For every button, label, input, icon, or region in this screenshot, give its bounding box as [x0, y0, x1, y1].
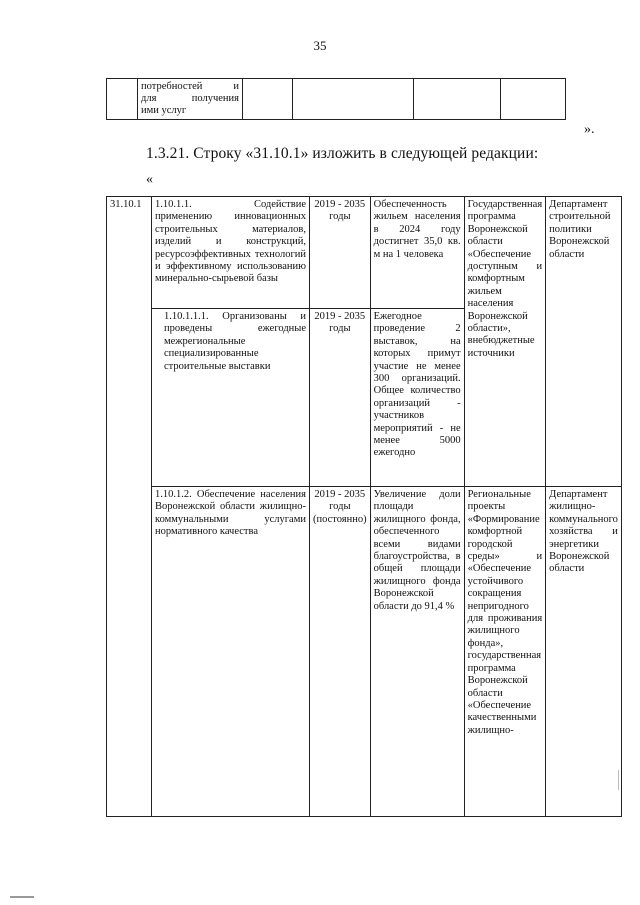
program-cell: Региональные проекты «Формирование комфортной городской среды» и «Обеспечение устойчивого сокращения непригодного для проживания жилищного фонда», государственная программа Воронежской области «Обеспечение качественными жилищно- — [464, 487, 546, 817]
executor-cell: Департамент жилищно-коммунального хозяйства и энергетики Воронежской области — [546, 487, 622, 817]
row-code: 31.10.1 — [107, 197, 152, 817]
event-cell: 1.10.1.1.1. Организованы и проведены ежегодные межрегиональные специализированные строительные выставки — [152, 309, 310, 487]
page-number: 35 — [313, 38, 327, 53]
text-line: потребностей и — [141, 81, 239, 92]
event-cell: 1.10.1.2. Обеспечение населения Воронежской области жилищно-коммунальными услугами нормативного качества — [152, 487, 310, 817]
table-cell — [107, 79, 138, 120]
scan-mark — [10, 896, 34, 898]
indicator-cell: Ежегодное проведение 2 выставок, на которых примут участие не менее 300 организаций. Общее количество организаций - участников мероприятий - не менее 5000 ежегодно — [370, 309, 464, 487]
indicator-cell: Обеспеченность жильем населения в 2024 году достигнет 35,0 кв. м на 1 человека — [370, 197, 464, 309]
opening-quote: « — [146, 172, 153, 187]
table-row — [107, 79, 566, 120]
indicator-cell: Увеличение доли площади жилищного фонда, обеспеченного всеми видами благоустройства, в общей площади жилищного фонда Воронежской области до 91,4 % — [370, 487, 464, 817]
closing-quote: ». — [584, 122, 595, 137]
continuation-table — [106, 78, 566, 120]
years-cell: 2019 - 2035 годы (постоянно) — [310, 487, 371, 817]
continuation-cell-text — [138, 79, 243, 120]
table-cell — [414, 79, 501, 120]
table-row — [107, 197, 622, 309]
table-cell — [293, 79, 414, 120]
table-cell — [501, 79, 566, 120]
event-cell: 1.10.1.1. Содействие применению инновационных строительных материалов, изделий и конструкций, ресурсоэффективных технологий и эффективному использованию минерально-сырьевой базы — [152, 197, 310, 309]
amendment-heading: 1.3.21. Строку «31.10.1» изложить в следующей редакции: — [146, 145, 539, 162]
text-line: ими услуг — [141, 105, 187, 116]
text-line: для получения — [141, 93, 239, 104]
program-cell: Государственная программа Воронежской области «Обеспечение доступным и комфортным жильем населения Воронежской области», внебюджетные источники — [464, 197, 546, 487]
years-cell: 2019 - 2035 годы — [310, 309, 371, 487]
executor-cell: Департамент строительной политики Воронежской области — [546, 197, 622, 487]
amendment-table — [106, 196, 622, 817]
years-cell: 2019 - 2035 годы — [310, 197, 371, 309]
table-cell — [243, 79, 293, 120]
scan-mark — [618, 770, 625, 790]
table-row — [107, 487, 622, 817]
